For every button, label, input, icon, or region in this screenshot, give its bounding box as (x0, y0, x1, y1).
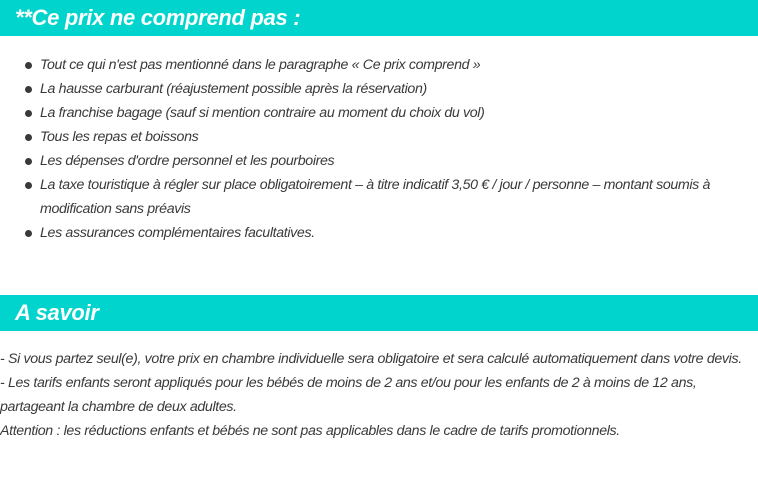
info-paragraph: - Si vous partez seul(e), votre prix en chambre individuelle sera obligatoire et sera calculé automatiquement dans votre devis. (0, 351, 742, 367)
bullet-icon (25, 182, 32, 189)
list-item (0, 53, 758, 77)
list-item (0, 221, 758, 245)
list-item (0, 173, 758, 221)
list-item (0, 149, 758, 173)
list-item (0, 77, 758, 101)
bullet-icon (25, 230, 32, 237)
list-item (0, 125, 758, 149)
bullet-icon (25, 158, 32, 165)
good-to-know-section (0, 295, 758, 443)
info-paragraph: - Les tarifs enfants seront appliqués pour les bébés de moins de 2 ans et/ou pour les enfants de 2 à moins de 12 ans, partageant la chambre de deux adultes. (0, 375, 697, 415)
list-item-text: La hausse carburant (réajustement possible après la réservation) (40, 81, 427, 97)
list-item-text: Les assurances complémentaires facultatives. (40, 225, 315, 241)
list-item-text: La taxe touristique à régler sur place obligatoirement – à titre indicatif 3,50 € / jour / personne – montant soumis à modification sans préavis (40, 177, 711, 217)
list-item-text: Les dépenses d'ordre personnel et les pourboires (40, 153, 335, 169)
bullet-icon (25, 134, 32, 141)
list-item-text: Tout ce qui n'est pas mentionné dans le paragraphe « Ce prix comprend » (40, 57, 481, 73)
price-excludes-heading: **Ce prix ne comprend pas : (0, 0, 758, 36)
list-item-text: Tous les repas et boissons (40, 129, 199, 145)
list-item (0, 101, 758, 125)
bullet-icon (25, 86, 32, 93)
bullet-icon (25, 62, 32, 69)
list-item-text: La franchise bagage (sauf si mention contraire au moment du choix du vol) (40, 105, 485, 121)
good-to-know-heading: A savoir (0, 295, 758, 331)
bullet-icon (25, 110, 32, 117)
info-paragraph: Attention : les réductions enfants et bébés ne sont pas applicables dans le cadre de tarifs promotionnels. (0, 423, 620, 439)
price-excludes-list (0, 53, 758, 245)
good-to-know-body (0, 347, 758, 443)
